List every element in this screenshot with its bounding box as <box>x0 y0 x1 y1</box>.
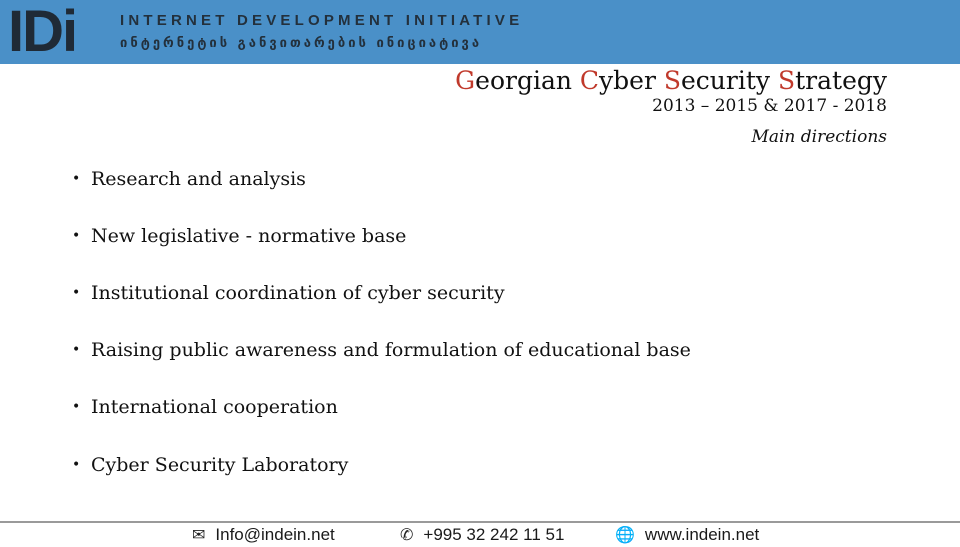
bullet-icon: • <box>72 399 81 416</box>
list-item: • Cyber Security Laboratory <box>72 453 349 476</box>
org-name-georgian: ინტერნეტის განვითარების ინიციატივა <box>120 36 483 51</box>
slide-title <box>455 66 887 95</box>
idi-logo: IDi <box>8 0 77 64</box>
org-name-english: INTERNET DEVELOPMENT INITIATIVE <box>120 12 524 29</box>
bullet-icon: • <box>72 456 81 473</box>
directions-list <box>72 150 691 493</box>
bullet-icon: • <box>72 342 81 359</box>
title-word: Security <box>663 66 778 95</box>
list-item: • International cooperation <box>72 396 338 419</box>
list-item: • Research and analysis <box>72 167 306 190</box>
footer-website[interactable]: 🌐 www.indein.net <box>615 525 760 544</box>
list-item: • Raising public awareness and formulation of educational base <box>72 339 691 362</box>
list-item: • New legislative - normative base <box>72 224 407 247</box>
bullet-icon: • <box>72 227 81 244</box>
header-banner <box>0 0 960 64</box>
title-word: Cyber <box>579 66 664 95</box>
slide-subtitle: Main directions <box>751 127 887 147</box>
strategy-years: 2013 – 2015 & 2017 - 2018 <box>652 96 887 116</box>
footer <box>0 523 960 547</box>
title-word: Georgian <box>455 66 580 95</box>
phone-icon: ✆ <box>400 527 414 544</box>
envelope-icon: ✉ <box>192 527 206 544</box>
globe-icon: 🌐 <box>615 527 635 544</box>
footer-email[interactable]: ✉ Info@indein.net <box>192 525 335 544</box>
footer-phone: ✆ +995 32 242 11 51 <box>400 525 565 544</box>
bullet-icon: • <box>72 284 81 301</box>
title-word: Strategy <box>777 66 887 95</box>
bullet-icon: • <box>72 170 81 187</box>
list-item: • Institutional coordination of cyber security <box>72 281 505 304</box>
